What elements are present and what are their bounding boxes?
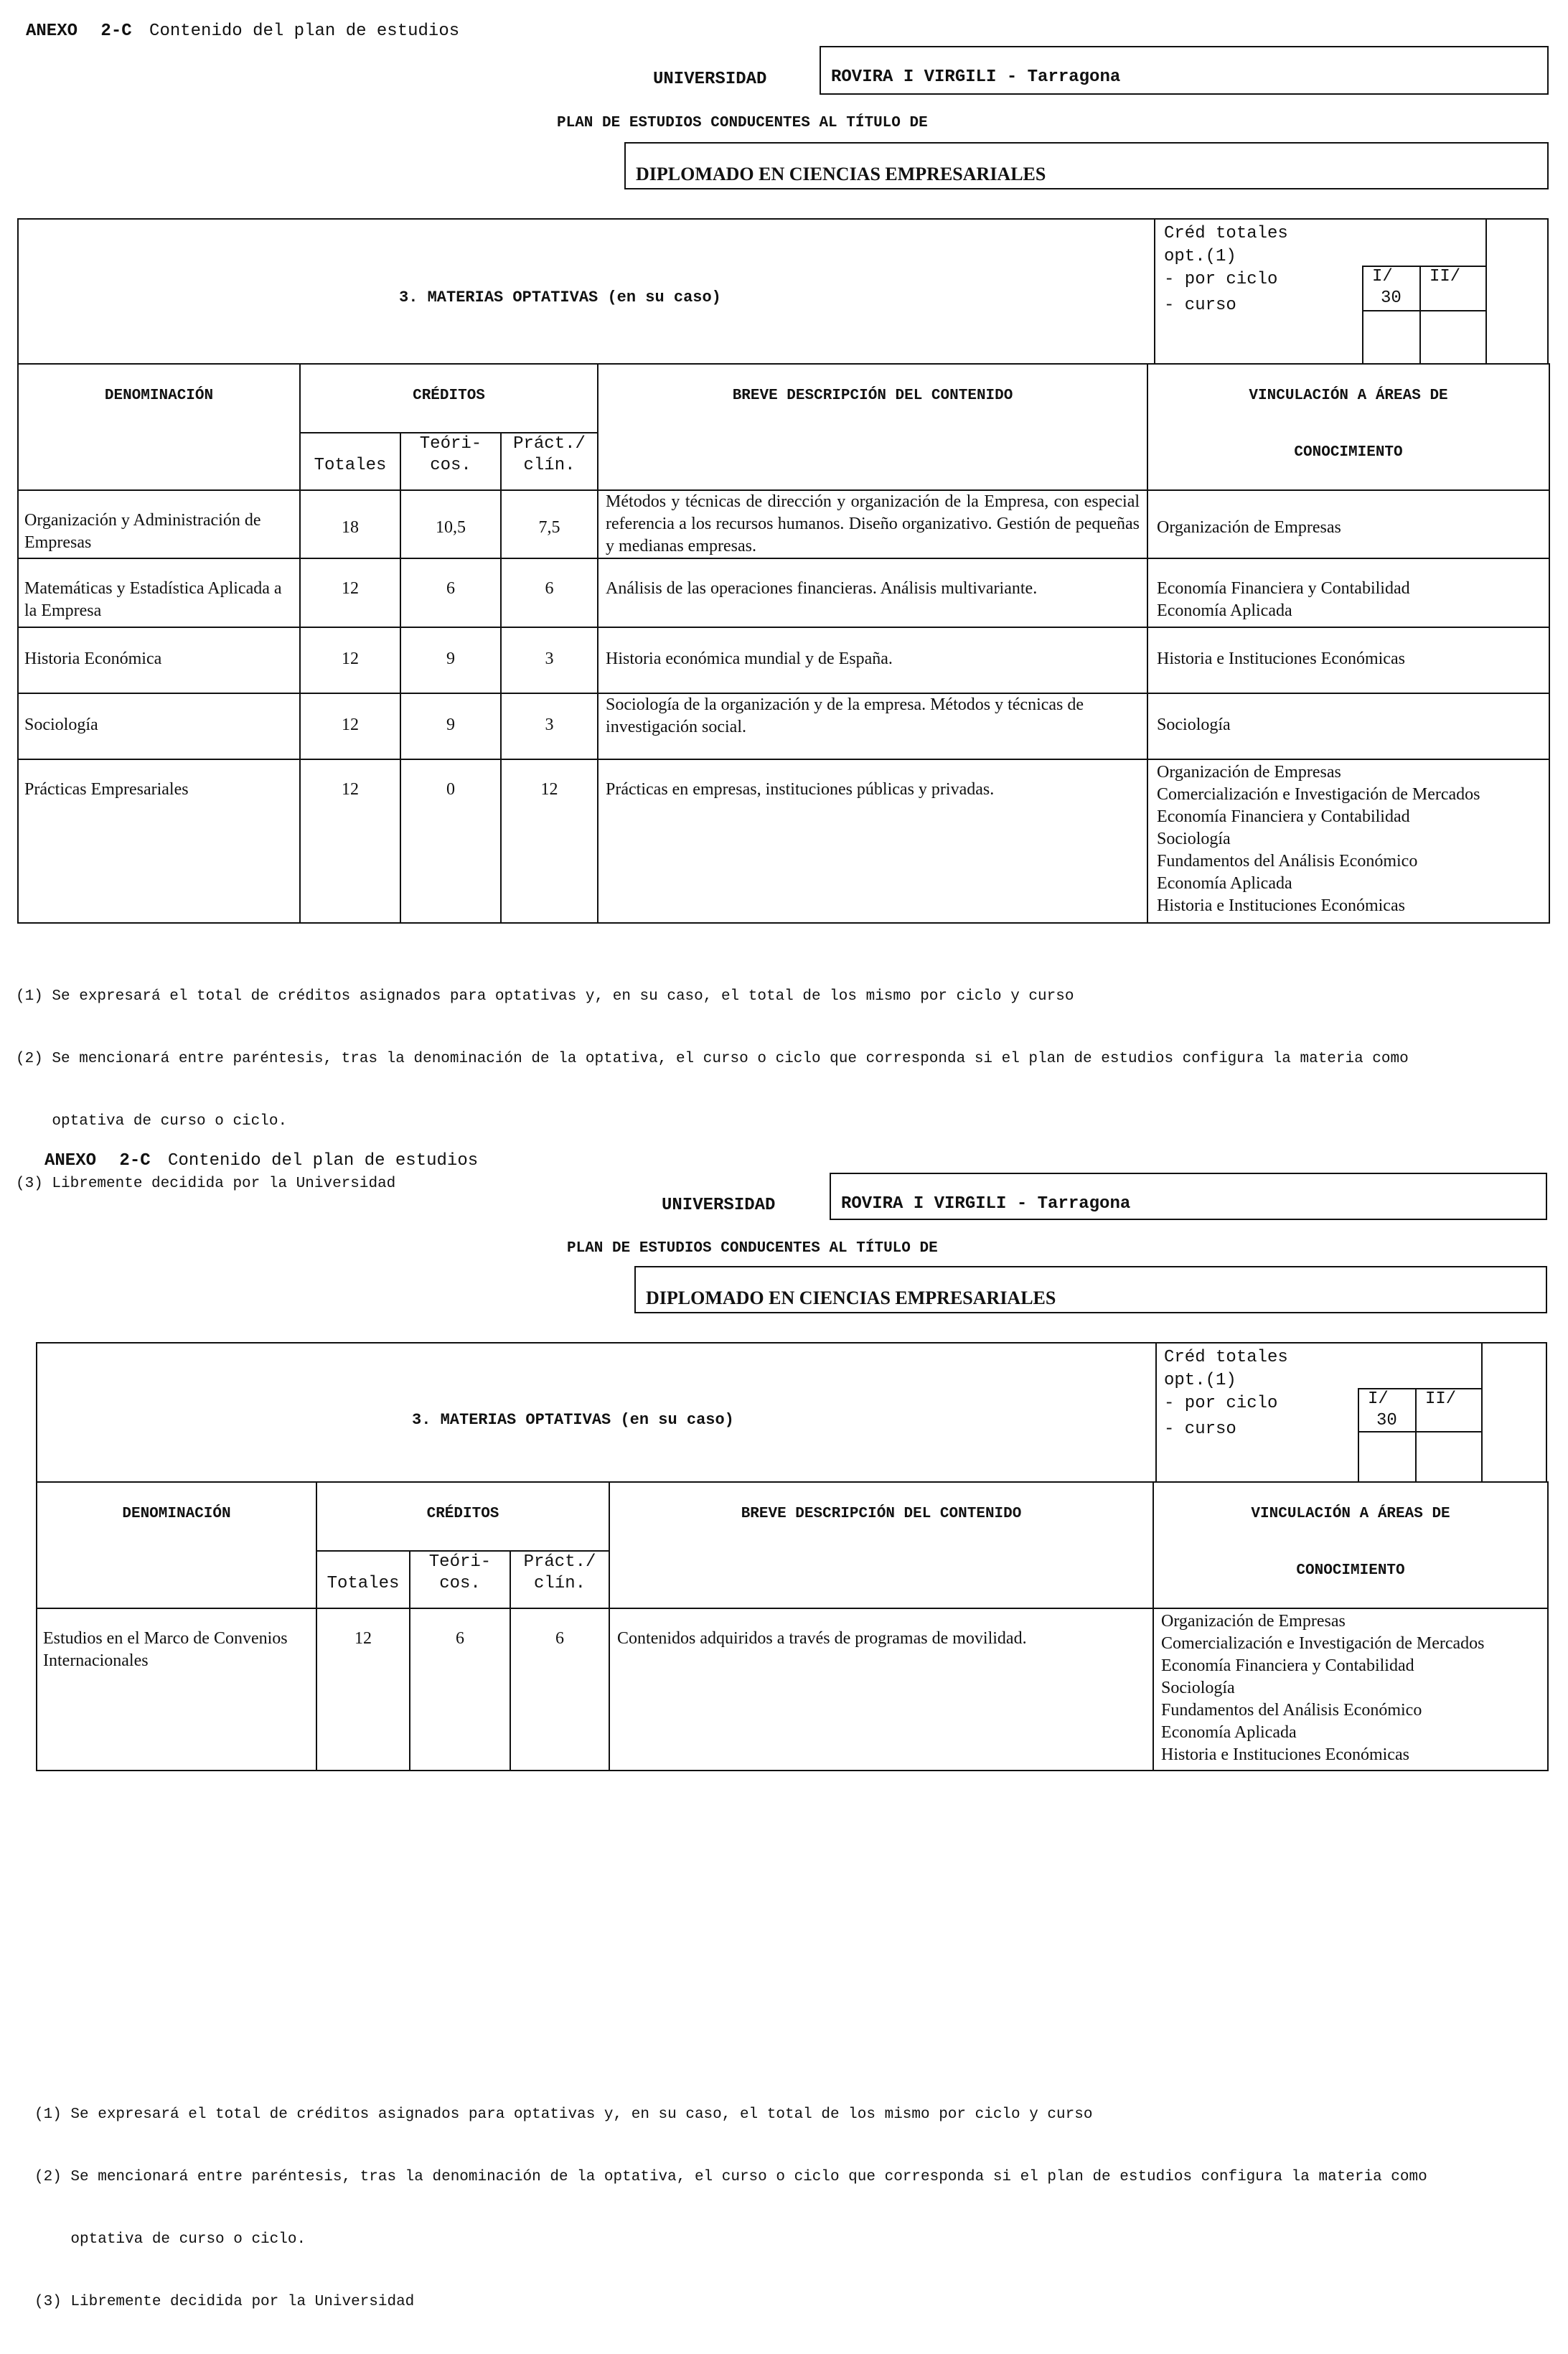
plan-label: PLAN DE ESTUDIOS CONDUCENTES AL TÍTULO DE bbox=[557, 115, 928, 131]
row-descripcion: Contenidos adquiridos a través de programas de movilidad. bbox=[617, 1629, 1027, 1648]
universidad-label: UNIVERSIDAD bbox=[662, 1196, 776, 1215]
ciclo-i-value: 30 bbox=[1381, 289, 1402, 308]
table-row bbox=[18, 693, 1549, 759]
cell-descripcion bbox=[598, 490, 1147, 558]
cell-descripcion bbox=[598, 759, 1147, 923]
row-denominacion: Estudios en el Marco de Convenios Internacionales bbox=[43, 1629, 288, 1670]
row-totales: 12 bbox=[342, 650, 359, 668]
row-area: Organización de Empresas bbox=[1157, 518, 1341, 537]
row-denominacion: Sociología bbox=[24, 716, 98, 734]
row-teoricos: 6 bbox=[446, 579, 455, 598]
footnotes bbox=[34, 2063, 1427, 2354]
header-teoricos-2: cos. bbox=[439, 1574, 481, 1593]
titulo-box bbox=[624, 142, 1549, 189]
footnote-2: (2) Se mencionará entre paréntesis, tras la denominación de la optativa, el curso o ciclo que corresponda si el plan de estudios configura la materia como bbox=[34, 2169, 1427, 2185]
row-area: Economía Aplicada bbox=[1157, 874, 1292, 893]
plan-label: PLAN DE ESTUDIOS CONDUCENTES AL TÍTULO DE bbox=[567, 1240, 938, 1257]
cell-totales bbox=[300, 558, 400, 627]
ciclo-i-value: 30 bbox=[1376, 1411, 1397, 1430]
row-teoricos: 9 bbox=[446, 716, 455, 734]
table-row bbox=[18, 627, 1549, 693]
footnote-1: (1) Se expresará el total de créditos asignados para optativas y, en su caso, el total de los mismo por ciclo y curso bbox=[16, 988, 1074, 1005]
row-teoricos: 9 bbox=[446, 650, 455, 668]
header-totales-text: Totales bbox=[314, 456, 387, 475]
header-vinculacion bbox=[1153, 1482, 1548, 1608]
header-practicos-2: clín. bbox=[523, 456, 576, 475]
anexo-label: ANEXO bbox=[26, 22, 78, 41]
cred-totales-line1: Créd totales bbox=[1164, 224, 1288, 243]
row-denominacion: Matemáticas y Estadística Aplicada a la Empresa bbox=[24, 579, 282, 620]
header-teoricos-1: Teóri- bbox=[419, 434, 482, 454]
row-area: Economía Financiera y Contabilidad bbox=[1161, 1656, 1414, 1675]
row-area: Sociología bbox=[1157, 830, 1231, 848]
materias-header-box bbox=[36, 1342, 1547, 1483]
row-area: Economía Aplicada bbox=[1157, 601, 1292, 620]
ciclo-ii-box bbox=[1415, 1388, 1483, 1483]
header-denominacion bbox=[37, 1482, 316, 1608]
cell-totales bbox=[316, 1608, 410, 1771]
titulo-box bbox=[634, 1266, 1547, 1313]
cell-denominacion bbox=[18, 759, 300, 923]
cell-practicos bbox=[501, 490, 598, 558]
header-creditos-text: CRÉDITOS bbox=[413, 388, 485, 404]
row-area: Sociología bbox=[1161, 1679, 1235, 1697]
cell-areas bbox=[1147, 693, 1549, 759]
row-denominacion: Organización y Administración de Empresas bbox=[24, 511, 261, 552]
cell-areas bbox=[1147, 558, 1549, 627]
header-creditos-text: CRÉDITOS bbox=[426, 1506, 499, 1522]
footnote-3: (3) Libremente decidida por la Universidad bbox=[16, 1176, 396, 1192]
cred-totales-line1: Créd totales bbox=[1164, 1348, 1288, 1367]
cred-totales-line2: opt.(1) bbox=[1164, 1371, 1236, 1390]
cred-panel-divider bbox=[1154, 220, 1155, 365]
row-area: Organización de Empresas bbox=[1161, 1612, 1346, 1631]
header-teoricos bbox=[410, 1551, 510, 1608]
header-denominacion-text: DENOMINACIÓN bbox=[104, 388, 214, 404]
anexo-label: ANEXO bbox=[44, 1151, 97, 1171]
curso-label: - curso bbox=[1164, 296, 1236, 315]
cell-practicos bbox=[501, 693, 598, 759]
ciclo-ii-label: II/ bbox=[1429, 267, 1461, 286]
row-denominacion: Prácticas Empresariales bbox=[24, 780, 189, 799]
cell-descripcion bbox=[598, 627, 1147, 693]
footnote-2-cont: optativa de curso o ciclo. bbox=[16, 1113, 288, 1130]
cell-totales bbox=[300, 759, 400, 923]
cell-practicos bbox=[510, 1608, 609, 1771]
header-denominacion bbox=[18, 364, 300, 490]
row-totales: 12 bbox=[342, 579, 359, 598]
universidad-label: UNIVERSIDAD bbox=[653, 70, 767, 89]
cell-teoricos bbox=[400, 558, 501, 627]
materias-header-box bbox=[17, 218, 1549, 365]
ciclo-i-label: I/ bbox=[1368, 1389, 1389, 1409]
ciclo-top-divider bbox=[1481, 1344, 1483, 1389]
header-creditos bbox=[316, 1482, 609, 1551]
row-totales: 12 bbox=[342, 716, 359, 734]
cell-areas bbox=[1147, 627, 1549, 693]
header-teoricos-2: cos. bbox=[430, 456, 471, 475]
table-row bbox=[37, 1608, 1548, 1771]
cell-descripcion bbox=[609, 1608, 1153, 1771]
cell-teoricos bbox=[400, 759, 501, 923]
titulo-value: DIPLOMADO EN CIENCIAS EMPRESARIALES bbox=[646, 1288, 1056, 1308]
universidad-box bbox=[820, 46, 1549, 95]
anexo-code: 2-C bbox=[119, 1151, 151, 1171]
header-totales bbox=[300, 433, 400, 490]
header-descripcion bbox=[609, 1482, 1153, 1608]
row-area: Fundamentos del Análisis Económico bbox=[1161, 1701, 1422, 1720]
cell-denominacion bbox=[18, 693, 300, 759]
cell-totales bbox=[300, 490, 400, 558]
cred-panel-divider bbox=[1155, 1344, 1157, 1483]
header-creditos bbox=[300, 364, 598, 433]
header-totales bbox=[316, 1551, 410, 1608]
section-title: 3. MATERIAS OPTATIVAS (en su caso) bbox=[412, 1411, 734, 1429]
ciclo-i-box bbox=[1358, 1388, 1417, 1483]
header-teoricos-1: Teóri- bbox=[428, 1552, 492, 1572]
row-area: Economía Financiera y Contabilidad bbox=[1157, 579, 1410, 598]
row-area: Economía Financiera y Contabilidad bbox=[1157, 807, 1410, 826]
header-practicos bbox=[510, 1551, 609, 1608]
row-practicos: 6 bbox=[545, 579, 554, 598]
cell-totales bbox=[300, 627, 400, 693]
row-totales: 12 bbox=[342, 780, 359, 799]
table-row bbox=[18, 558, 1549, 627]
row-area: Fundamentos del Análisis Económico bbox=[1157, 852, 1418, 871]
footnote-1: (1) Se expresará el total de créditos asignados para optativas y, en su caso, el total de los mismo por ciclo y curso bbox=[34, 2106, 1093, 2123]
header-practicos bbox=[501, 433, 598, 490]
row-area: Historia e Instituciones Económicas bbox=[1161, 1745, 1409, 1764]
cell-teoricos bbox=[400, 693, 501, 759]
row-totales: 18 bbox=[342, 518, 359, 537]
ciclo-i-box bbox=[1362, 266, 1421, 365]
cred-totales-line2: opt.(1) bbox=[1164, 247, 1236, 266]
row-area: Comercialización e Investigación de Mercados bbox=[1161, 1634, 1485, 1653]
header-descripcion-text: BREVE DESCRIPCIÓN DEL CONTENIDO bbox=[741, 1506, 1022, 1522]
table-row bbox=[18, 759, 1549, 923]
cell-denominacion bbox=[18, 627, 300, 693]
anexo-heading bbox=[26, 22, 459, 41]
cell-teoricos bbox=[400, 490, 501, 558]
universidad-value: ROVIRA I VIRGILI - Tarragona bbox=[841, 1194, 1131, 1214]
header-vinculacion bbox=[1147, 364, 1549, 490]
header-descripcion-text: BREVE DESCRIPCIÓN DEL CONTENIDO bbox=[732, 388, 1013, 404]
cell-denominacion bbox=[18, 490, 300, 558]
row-area: Comercialización e Investigación de Mercados bbox=[1157, 785, 1480, 804]
page-2 bbox=[0, 1120, 1568, 2310]
cell-practicos bbox=[501, 759, 598, 923]
cell-areas bbox=[1147, 759, 1549, 923]
row-descripcion: Historia económica mundial y de España. bbox=[606, 650, 893, 668]
cell-teoricos bbox=[400, 627, 501, 693]
row-denominacion: Historia Económica bbox=[24, 650, 162, 668]
ciclo-ii-box bbox=[1419, 266, 1487, 365]
row-area: Economía Aplicada bbox=[1161, 1723, 1297, 1742]
materias-table bbox=[17, 363, 1550, 924]
row-area: Historia e Instituciones Económicas bbox=[1157, 896, 1405, 915]
footnote-3: (3) Libremente decidida por la Universidad bbox=[34, 2294, 415, 2310]
cell-areas bbox=[1153, 1608, 1548, 1771]
header-practicos-1: Práct./ bbox=[513, 434, 586, 454]
ciclo-mid-divider bbox=[1358, 1431, 1483, 1432]
section-title: 3. MATERIAS OPTATIVAS (en su caso) bbox=[399, 289, 721, 306]
row-descripcion: Análisis de las operaciones financieras. Análisis multivariante. bbox=[606, 579, 1038, 598]
ciclo-mid-divider bbox=[1362, 310, 1487, 311]
header-practicos-2: clín. bbox=[534, 1574, 586, 1593]
cell-denominacion bbox=[18, 558, 300, 627]
cell-totales bbox=[300, 693, 400, 759]
materias-table bbox=[36, 1481, 1549, 1771]
row-practicos: 12 bbox=[540, 780, 558, 799]
cell-areas bbox=[1147, 490, 1549, 558]
cell-denominacion bbox=[37, 1608, 316, 1771]
header-vinculacion-text: VINCULACIÓN A ÁREAS DE bbox=[1251, 1506, 1450, 1522]
universidad-value: ROVIRA I VIRGILI - Tarragona bbox=[831, 67, 1121, 87]
header-denominacion-text: DENOMINACIÓN bbox=[122, 1506, 231, 1522]
cell-descripcion bbox=[598, 693, 1147, 759]
row-area: Organización de Empresas bbox=[1157, 763, 1341, 782]
table-row bbox=[18, 490, 1549, 558]
header-teoricos bbox=[400, 433, 501, 490]
anexo-title: Contenido del plan de estudios bbox=[149, 22, 460, 41]
row-practicos: 3 bbox=[545, 650, 554, 668]
ciclo-i-label: I/ bbox=[1372, 267, 1393, 286]
row-teoricos: 6 bbox=[456, 1629, 464, 1648]
header-conocimiento-text: CONOCIMIENTO bbox=[1294, 444, 1403, 461]
cred-totales-label bbox=[1164, 222, 1288, 317]
ciclo-ii-label: II/ bbox=[1425, 1389, 1457, 1409]
cell-practicos bbox=[501, 558, 598, 627]
row-teoricos: 10,5 bbox=[436, 518, 466, 537]
ciclo-top-divider bbox=[1485, 220, 1487, 267]
header-conocimiento-text: CONOCIMIENTO bbox=[1296, 1562, 1405, 1579]
cell-practicos bbox=[501, 627, 598, 693]
row-descripcion: Métodos y técnicas de dirección y organización de la Empresa, con especial referencia a los recursos humanos. Diseño organizativo. Gestión de pequeñas y medianas empresas. bbox=[606, 492, 1140, 555]
row-descripcion: Prácticas en empresas, instituciones públicas y privadas. bbox=[606, 780, 995, 799]
header-totales-text: Totales bbox=[327, 1574, 400, 1593]
por-ciclo-label: - por ciclo bbox=[1164, 1394, 1278, 1413]
curso-label: - curso bbox=[1164, 1420, 1236, 1439]
header-practicos-1: Práct./ bbox=[523, 1552, 596, 1572]
cell-teoricos bbox=[410, 1608, 510, 1771]
por-ciclo-label: - por ciclo bbox=[1164, 270, 1278, 289]
cell-descripcion bbox=[598, 558, 1147, 627]
footnote-2: (2) Se mencionará entre paréntesis, tras la denominación de la optativa, el curso o ciclo que corresponda si el plan de estudios configura la materia como bbox=[16, 1051, 1409, 1067]
row-totales: 12 bbox=[355, 1629, 372, 1648]
row-area: Historia e Instituciones Económicas bbox=[1157, 650, 1405, 668]
universidad-box bbox=[830, 1173, 1547, 1220]
anexo-code: 2-C bbox=[100, 22, 132, 41]
row-practicos: 7,5 bbox=[538, 518, 560, 537]
header-descripcion bbox=[598, 364, 1147, 490]
header-vinculacion-text: VINCULACIÓN A ÁREAS DE bbox=[1249, 388, 1448, 404]
row-descripcion: Sociología de la organización y de la empresa. Métodos y técnicas de investigación social. bbox=[606, 695, 1084, 736]
anexo-title: Contenido del plan de estudios bbox=[168, 1151, 479, 1171]
footnote-2-cont: optativa de curso o ciclo. bbox=[34, 2231, 306, 2248]
cred-totales-label bbox=[1164, 1346, 1288, 1441]
row-practicos: 6 bbox=[555, 1629, 565, 1648]
titulo-value: DIPLOMADO EN CIENCIAS EMPRESARIALES bbox=[636, 164, 1046, 184]
row-practicos: 3 bbox=[545, 716, 554, 734]
anexo-heading bbox=[44, 1151, 478, 1171]
row-area: Sociología bbox=[1157, 716, 1231, 734]
row-teoricos: 0 bbox=[446, 780, 455, 799]
